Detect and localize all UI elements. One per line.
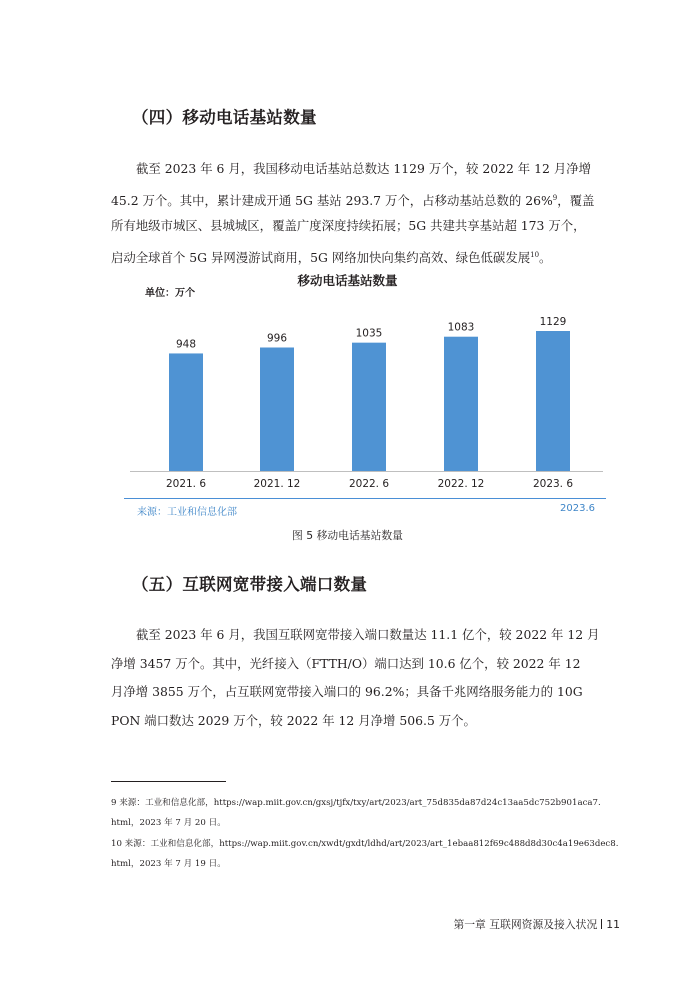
- footnote-divider: [111, 781, 226, 782]
- page-number: 11: [606, 918, 620, 931]
- bar: [260, 347, 294, 471]
- bar: [444, 337, 478, 471]
- footer-separator: [601, 919, 602, 929]
- figure-caption: 图 5 移动电话基站数量: [292, 529, 403, 542]
- chart-source: 来源：工业和信息化部: [137, 507, 237, 518]
- footnote-9: [111, 793, 623, 833]
- x-tick-label: 2023. 6: [532, 478, 574, 490]
- paragraph-line: 月净增 3855 万个，占互联网宽带接入端口的 96.2%；具备千兆网络服务能力的 10G: [111, 684, 583, 700]
- x-tick-label: 2022. 12: [437, 478, 485, 490]
- footnote-line: html，2023 年 7 月 20 日。: [111, 818, 226, 828]
- bar: [169, 353, 203, 471]
- bar: [352, 343, 386, 471]
- x-tick-label: 2021. 12: [253, 478, 301, 490]
- x-tick-label: 2022. 6: [348, 478, 390, 490]
- chart-date: 2023.6: [560, 503, 595, 514]
- section-heading-broadband-ports: （五）互联网宽带接入端口数量: [132, 575, 368, 594]
- chart-footer: [124, 498, 606, 517]
- chart-title: 移动电话基站数量: [297, 273, 398, 288]
- paragraph-line: 启动全球首个 5G 异网漫游试商用，5G 网络加快向集约高效、绿色低碳发展$^{10}$。: [111, 250, 552, 266]
- footnote-line: 9 来源：工业和信息化部，https://wap.miit.gov.cn/gxsj/tjfx/txy/art/2023/art_75d835da87d24c13aa5dc752b901aca7.: [111, 798, 601, 808]
- bar-chart: [125, 300, 609, 498]
- paragraph-line: 所有地级市城区、县城城区，覆盖广度深度持续拓展；5G 共建共享基站超 173 万个，: [111, 218, 586, 234]
- chapter-title: 第一章 互联网资源及接入状况: [453, 918, 598, 931]
- paragraph-line: 截至 2023 年 6 月，我国移动电话基站总数达 1129 万个，较 2022 年 12 月净增: [136, 161, 592, 176]
- footnote-ref: 9: [552, 193, 558, 202]
- bar-value-label: 1035: [355, 327, 383, 340]
- paragraph-broadband-ports: [111, 621, 621, 736]
- x-tick-label: 2021. 6: [165, 478, 207, 490]
- bar-value-label: 996: [266, 332, 288, 345]
- paragraph-line: 截至 2023 年 6 月，我国互联网宽带接入端口数量达 11.1 亿个，较 2022 年 12 月: [136, 627, 600, 642]
- paragraph-base-stations: [111, 155, 621, 270]
- bar-value-label: 1129: [539, 316, 567, 328]
- footnote-line: 10 来源：工业和信息化部，https://wap.miit.gov.cn/xwdt/gxdt/ldhd/art/2023/art_1ebaa812f69c488d8d30c4a19e63dec8.: [111, 839, 619, 849]
- bar-value-label: 948: [175, 338, 197, 351]
- bar: [536, 331, 570, 471]
- footnote-10: [111, 834, 623, 874]
- bar-value-label: 1083: [447, 321, 475, 334]
- paragraph-line: PON 端口数达 2029 万个，较 2022 年 12 月净增 506.5 万个。: [111, 713, 476, 729]
- paragraph-line: 净增 3457 万个。其中，光纤接入（FTTH/O）端口达到 10.6 亿个，较 2022 年 12: [111, 655, 581, 671]
- page-footer: [453, 917, 620, 932]
- section-heading-base-stations: （四）移动电话基站数量: [132, 108, 317, 127]
- paragraph-line: 45.2 万个。其中，累计建成开通 5G 基站 293.7 万个，占移动基站总数的 26%$^9$，覆盖: [111, 192, 595, 208]
- chart-unit-label: 单位：万个: [145, 288, 195, 299]
- footnote-ref: 10: [530, 251, 540, 260]
- footnote-line: html，2023 年 7 月 19 日。: [111, 859, 226, 869]
